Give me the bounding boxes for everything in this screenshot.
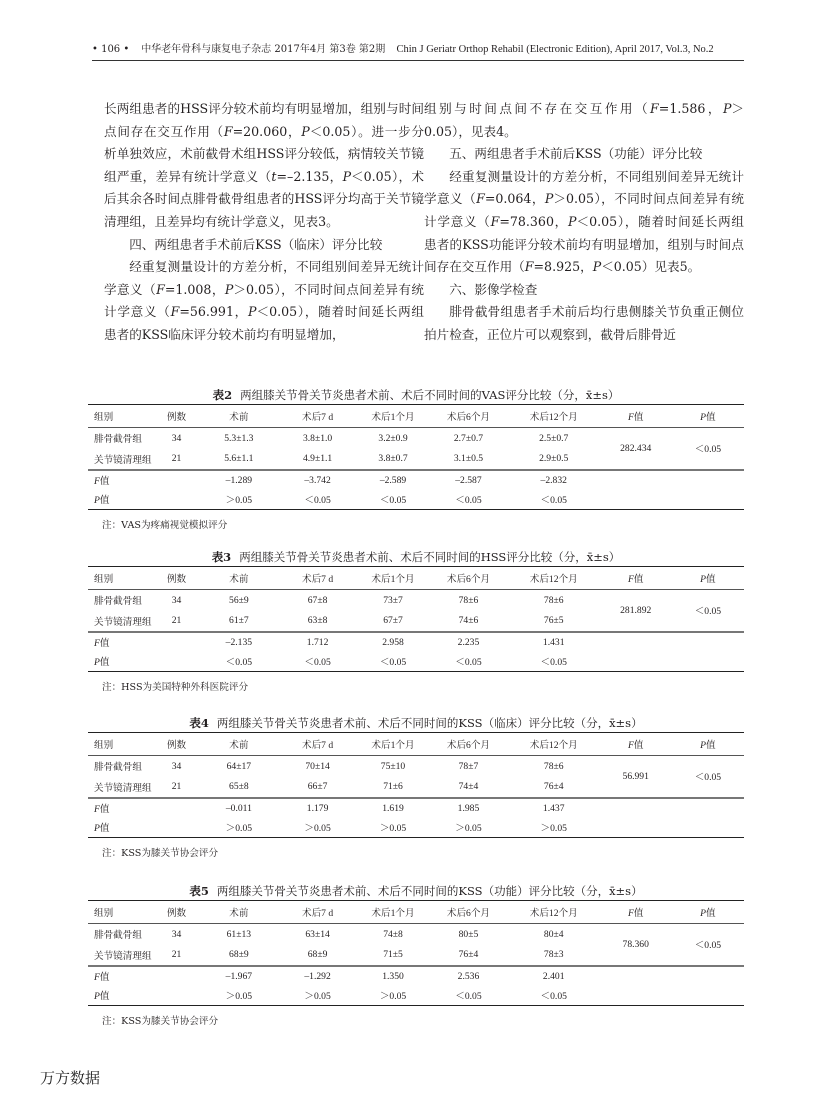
score-cell: 78±3 — [508, 945, 600, 966]
right-column — [424, 98, 744, 347]
score-cell: 2.5±0.7 — [539, 432, 569, 444]
stat-row — [88, 798, 744, 818]
text: =20.060， — [232, 123, 302, 139]
symbol: F — [627, 574, 634, 585]
empty-cell — [600, 798, 672, 818]
symbol: F — [627, 740, 634, 751]
table-label: 表2 — [212, 388, 233, 402]
empty-cell — [154, 798, 200, 818]
text: ＞0.05），不同时间点间差异有统计学意义（ — [104, 281, 424, 320]
symbol-p: P — [592, 259, 602, 275]
column-header: 组别 — [88, 405, 154, 428]
score-cell: 2.9±0.5 — [508, 449, 600, 470]
table-row — [88, 428, 744, 449]
text: =8.925， — [533, 259, 593, 275]
table-row — [88, 756, 744, 777]
symbol-p: P — [544, 191, 554, 207]
symbol: P — [94, 823, 100, 835]
symbol: F — [627, 412, 634, 423]
group-name: 腓骨截骨组 — [94, 596, 142, 608]
stat-cell: ＜0.05 — [278, 490, 357, 510]
stat-label: P值 — [88, 652, 154, 672]
score-cell: 76±4 — [508, 777, 600, 798]
header-row — [88, 901, 744, 924]
score-cell: 78±6 — [458, 594, 479, 606]
score-cell: 3.1±0.5 — [429, 449, 508, 470]
symbol-f: F — [170, 304, 180, 320]
symbol-p: P — [301, 123, 310, 139]
column-header: 术后1个月 — [357, 901, 429, 924]
score-cell: 2.7±0.7 — [453, 432, 484, 444]
column-header: 术前 — [200, 901, 279, 924]
empty-cell — [600, 986, 672, 1006]
stat-label: P值 — [88, 818, 154, 838]
score-cell: 63±8 — [278, 611, 357, 632]
score-cell: 71±6 — [357, 777, 429, 798]
stat-cell: ＞0.05 — [429, 818, 508, 838]
score-cell: 74±4 — [429, 777, 508, 798]
case-count: 34 — [171, 594, 182, 606]
empty-cell — [154, 966, 200, 986]
column-header: 例数 — [154, 733, 200, 756]
p-total: ＜0.05 — [672, 924, 744, 966]
stat-cell: –2.832 — [540, 474, 567, 486]
case-count: 21 — [154, 449, 200, 470]
column-header: 术后6个月 — [429, 901, 508, 924]
empty-cell — [672, 490, 744, 510]
stat-cell: ＜0.05 — [357, 490, 429, 510]
stat-label: F值 — [94, 804, 110, 815]
stat-cell: ＜0.05 — [429, 986, 508, 1006]
paragraph: 腓骨截骨组患者手术前后均行患侧膝关节负重正侧位拍片检查，正位片可以观察到，截骨后腓骨近 — [424, 304, 744, 342]
column-header: 术后6个月 — [429, 733, 508, 756]
stat-cell: –3.742 — [304, 474, 331, 486]
stat-row — [88, 652, 744, 672]
score-cell: 63±14 — [305, 928, 330, 940]
stat-label: P值 — [88, 986, 154, 1006]
stat-cell: –2.135 — [225, 636, 253, 648]
table-title: 两组膝关节骨关节炎患者术前、术后不同时间的KSS（功能）评分比较（分，x̄±s） — [216, 884, 643, 898]
group-name: 腓骨截骨组 — [94, 434, 142, 446]
symbol: F — [94, 804, 100, 815]
text: ＜0.05）。进一步分析单独效应，术前截骨术组HSS评分较低，病情较关节镜组严重，差异有统计学意义（ — [104, 123, 425, 184]
column-header: F值 — [600, 567, 672, 590]
table-note: 注：VAS为疼痛视觉模拟评分 — [102, 520, 228, 531]
stat-cell: 1.985 — [457, 802, 480, 814]
text: =56.991， — [179, 304, 249, 320]
stat-row — [88, 986, 744, 1006]
table-表3 — [88, 548, 744, 693]
score-cell: 3.2±0.9 — [378, 432, 408, 444]
case-count: 21 — [154, 945, 200, 966]
column-header: 术后7 d — [278, 567, 357, 590]
stat-cell: 1.179 — [306, 802, 329, 814]
symbol: P — [94, 991, 100, 1003]
section-heading-5: 五、两组患者手术前后KSS（功能）评分比较 — [449, 146, 703, 162]
text: ＞0.05），不同时间点间差异有统计学意义（ — [424, 191, 744, 229]
symbol-p: P — [722, 101, 732, 116]
stat-cell: ＜0.05 — [429, 652, 508, 672]
group-name: 关节镜清理组 — [88, 611, 154, 632]
score-cell: 78±6 — [543, 760, 564, 772]
group-name: 腓骨截骨组 — [94, 762, 142, 774]
score-cell: 5.3±1.3 — [224, 432, 254, 444]
empty-cell — [672, 652, 744, 672]
table-caption — [88, 882, 744, 900]
empty-cell — [600, 632, 672, 652]
symbol: F — [94, 972, 100, 983]
stat-cell: ＜0.05 — [357, 652, 429, 672]
case-count: 34 — [171, 928, 182, 940]
column-header: 术前 — [200, 733, 279, 756]
column-header: 术前 — [200, 567, 279, 590]
wanfang-watermark: 万方数据 — [40, 1069, 101, 1087]
table-表5 — [88, 882, 744, 1027]
stat-cell: ＜0.05 — [508, 986, 600, 1006]
text: ＜0.05），随着时间延长两组患者的KSS临床评分较术前均有明显增加， — [104, 304, 425, 342]
score-cell: 3.8±0.7 — [357, 449, 429, 470]
f-total: 56.991 — [600, 756, 672, 798]
symbol-f: F — [476, 191, 485, 207]
column-header: 术后7 d — [278, 405, 357, 428]
data-table — [88, 900, 744, 1006]
score-cell: 71±5 — [357, 945, 429, 966]
symbol-f: F — [223, 123, 233, 139]
journal-title-cn: 中华老年骨科与康复电子杂志 2017年4月 第3卷 第2期 — [141, 44, 386, 55]
column-header: P值 — [672, 901, 744, 924]
stat-row — [88, 818, 744, 838]
symbol-f: F — [490, 213, 500, 229]
score-cell: 73±7 — [383, 594, 403, 606]
stat-cell: –1.292 — [304, 970, 331, 982]
empty-cell — [672, 966, 744, 986]
stat-row — [88, 490, 744, 510]
empty-cell — [672, 818, 744, 838]
column-header: F值 — [600, 733, 672, 756]
column-header: F值 — [600, 901, 672, 924]
score-cell: 76±4 — [429, 945, 508, 966]
table-title: 两组膝关节骨关节炎患者术前、术后不同时间的HSS评分比较（分，x̄±s） — [239, 550, 621, 564]
stat-cell: ＞0.05 — [200, 818, 279, 838]
text: ＜0.05），术后其余各时间点腓骨截骨组患者的HSS评分均高于关节镜清理组，且差异均有统计学意义，见表3。 — [104, 168, 425, 229]
stat-cell: ＞0.05 — [357, 818, 429, 838]
stat-label: F值 — [94, 476, 110, 487]
header-row — [88, 405, 744, 428]
empty-cell — [154, 632, 200, 652]
column-header: 组别 — [88, 901, 154, 924]
empty-cell — [672, 632, 744, 652]
stat-cell: –1.289 — [225, 474, 253, 486]
column-header: 术后6个月 — [429, 567, 508, 590]
symbol-p: P — [568, 213, 577, 229]
empty-cell — [672, 986, 744, 1006]
column-header: 组别 — [88, 733, 154, 756]
paragraph — [424, 166, 744, 279]
column-header: 术后12个月 — [508, 567, 600, 590]
column-header: 术后7 d — [278, 901, 357, 924]
column-header: 术后12个月 — [508, 405, 600, 428]
empty-cell — [154, 818, 200, 838]
column-header: 术后1个月 — [357, 405, 429, 428]
text: 经重复测量设计的方差分析，不同组别间差异无统计学意义（ — [104, 259, 424, 297]
column-header: 例数 — [154, 901, 200, 924]
table-title: 两组膝关节骨关节炎患者术前、术后不同时间的VAS评分比较（分，x̄±s） — [240, 388, 620, 402]
table-caption — [88, 548, 744, 566]
section-heading-6: 六、影像学检查 — [449, 281, 538, 297]
table-title: 两组膝关节骨关节炎患者术前、术后不同时间的KSS（临床）评分比较（分，x̄±s） — [216, 716, 643, 730]
p-total: ＜0.05 — [672, 428, 744, 470]
stat-cell: –2.587 — [455, 474, 482, 486]
empty-cell — [154, 490, 200, 510]
stat-row — [88, 632, 744, 652]
group-name: 腓骨截骨组 — [94, 930, 142, 942]
text: ＜0.05），随着时间延长两组患者的KSS功能评分较术前均有明显增加，组别与时间点间存在交互作用（ — [424, 213, 745, 275]
column-header: 例数 — [154, 567, 200, 590]
stat-cell: –1.967 — [225, 970, 253, 982]
column-header: 例数 — [154, 405, 200, 428]
score-cell: 74±8 — [383, 928, 403, 940]
stat-cell: ＞0.05 — [278, 986, 357, 1006]
empty-cell — [154, 986, 200, 1006]
column-header: 术后6个月 — [429, 405, 508, 428]
stat-cell: ＞0.05 — [278, 818, 357, 838]
column-header: P值 — [672, 733, 744, 756]
paragraph — [424, 98, 744, 143]
text: =–2.135， — [276, 168, 343, 184]
table-caption — [88, 386, 744, 404]
score-cell: 56±9 — [229, 594, 249, 606]
column-header: P值 — [672, 405, 744, 428]
section-heading-4: 四、两组患者手术前后KSS（临床）评分比较 — [129, 236, 383, 252]
symbol-f: F — [156, 281, 165, 297]
symbol: F — [627, 908, 634, 919]
stat-cell: ＜0.05 — [508, 652, 600, 672]
symbol-t: t — [271, 168, 277, 184]
data-table — [88, 732, 744, 838]
stat-cell: –2.589 — [379, 474, 407, 486]
table-note: 注：KSS为膝关节协会评分 — [102, 848, 219, 859]
table-caption — [88, 714, 744, 732]
symbol-f: F — [650, 101, 659, 116]
score-cell: 4.9±1.1 — [278, 449, 357, 470]
empty-cell — [154, 652, 200, 672]
symbol: P — [700, 908, 707, 919]
stat-cell: ＜0.05 — [429, 490, 508, 510]
stat-cell: ＞0.05 — [357, 986, 429, 1006]
paragraph — [104, 98, 424, 234]
stat-cell: 2.958 — [382, 636, 404, 648]
column-header: 术后12个月 — [508, 901, 600, 924]
stat-label: F值 — [94, 638, 110, 649]
table-note: 注：KSS为膝关节协会评分 — [102, 1016, 219, 1027]
stat-cell: ＞0.05 — [200, 986, 279, 1006]
case-count: 34 — [171, 760, 182, 772]
paragraph — [104, 256, 424, 346]
stat-label: P值 — [88, 490, 154, 510]
running-header — [92, 40, 744, 61]
group-name: 关节镜清理组 — [88, 777, 154, 798]
symbol-p: P — [248, 304, 257, 320]
empty-cell — [600, 652, 672, 672]
data-table — [88, 566, 744, 672]
column-header: 术后7 d — [278, 733, 357, 756]
column-header: 组别 — [88, 567, 154, 590]
symbol: P — [700, 574, 707, 585]
score-cell: 64±17 — [226, 760, 252, 772]
empty-cell — [154, 470, 200, 490]
score-cell: 66±7 — [278, 777, 357, 798]
symbol: P — [94, 657, 100, 669]
text: =1.586， — [658, 101, 723, 116]
table-表2 — [88, 386, 744, 531]
page-number: • 106 • — [92, 44, 130, 55]
stat-row — [88, 966, 744, 986]
left-column — [104, 98, 424, 347]
column-header: 术后1个月 — [357, 733, 429, 756]
score-cell: 67±8 — [307, 594, 328, 606]
empty-cell — [600, 966, 672, 986]
p-total: ＜0.05 — [672, 590, 744, 632]
symbol-p: P — [224, 281, 234, 297]
text: 长两组患者的HSS评分较术前均有明显增加，组别与时间点间存在交互作用（ — [104, 101, 424, 139]
case-count: 21 — [154, 611, 200, 632]
symbol: P — [700, 740, 707, 751]
table-row — [88, 924, 744, 945]
group-name: 关节镜清理组 — [88, 945, 154, 966]
f-total: 281.892 — [600, 590, 672, 632]
stat-cell: 1.619 — [382, 802, 404, 814]
symbol-f: F — [524, 259, 534, 275]
score-cell: 78±6 — [543, 594, 564, 606]
symbol-p: P — [342, 168, 352, 184]
stat-cell: 1.712 — [306, 636, 329, 648]
table-row — [88, 590, 744, 611]
journal-title-en: Chin J Geriatr Orthop Rehabil (Electronic Edition), April 2017, Vol.3, No.2 — [396, 44, 714, 55]
empty-cell — [600, 818, 672, 838]
score-cell: 80±4 — [543, 928, 564, 940]
f-total: 78.360 — [600, 924, 672, 966]
symbol: F — [94, 638, 100, 649]
empty-cell — [600, 490, 672, 510]
text: =78.360， — [499, 213, 569, 229]
f-total: 282.434 — [600, 428, 672, 470]
score-cell: 68±9 — [200, 945, 279, 966]
table-label: 表3 — [211, 550, 232, 564]
score-cell: 70±14 — [305, 760, 330, 772]
stat-cell: ＜0.05 — [200, 652, 279, 672]
score-cell: 67±7 — [357, 611, 429, 632]
symbol: P — [94, 495, 100, 507]
score-cell: 80±5 — [458, 928, 479, 940]
column-header: F值 — [600, 405, 672, 428]
stat-cell: 2.235 — [457, 636, 480, 648]
table-label: 表4 — [189, 716, 209, 730]
score-cell: 61±13 — [226, 928, 252, 940]
empty-cell — [672, 798, 744, 818]
stat-cell: ＜0.05 — [508, 490, 600, 510]
empty-cell — [672, 470, 744, 490]
text: =0.064， — [484, 191, 545, 207]
score-cell: 68±9 — [278, 945, 357, 966]
table-label: 表5 — [189, 884, 209, 898]
symbol: F — [94, 476, 100, 487]
table-note: 注：HSS为美国特种外科医院评分 — [102, 682, 249, 693]
column-header: 术后12个月 — [508, 733, 600, 756]
column-header: 术后1个月 — [357, 567, 429, 590]
stat-cell: ＜0.05 — [278, 652, 357, 672]
case-count: 21 — [154, 777, 200, 798]
score-cell: 61±7 — [200, 611, 279, 632]
stat-cell: 1.431 — [542, 636, 565, 648]
group-name: 关节镜清理组 — [88, 449, 154, 470]
stat-row — [88, 470, 744, 490]
score-cell: 3.8±1.0 — [302, 432, 333, 444]
score-cell: 75±10 — [380, 760, 406, 772]
stat-cell: 2.536 — [457, 970, 480, 982]
text: =1.008， — [164, 281, 225, 297]
table-表4 — [88, 714, 744, 859]
stat-label: F值 — [94, 972, 110, 983]
data-table — [88, 404, 744, 510]
empty-cell — [600, 470, 672, 490]
text: 经重复测量设计的方差分析，不同组别间差异无统计学意义（ — [424, 168, 744, 207]
column-header: P值 — [672, 567, 744, 590]
stat-cell: ＞0.05 — [508, 818, 600, 838]
score-cell: 76±5 — [508, 611, 600, 632]
column-header: 术前 — [200, 405, 279, 428]
stat-cell: 1.350 — [382, 970, 404, 982]
text: 组别与时间点间不存在交互作用（ — [424, 101, 651, 116]
symbol: P — [700, 412, 707, 423]
score-cell: 65±8 — [200, 777, 279, 798]
score-cell: 5.6±1.1 — [200, 449, 279, 470]
stat-cell: 1.437 — [542, 802, 565, 814]
stat-cell: –0.011 — [225, 802, 252, 814]
stat-cell: ＞0.05 — [200, 490, 279, 510]
score-cell: 74±6 — [429, 611, 508, 632]
header-row — [88, 567, 744, 590]
p-total: ＜0.05 — [672, 756, 744, 798]
text: ＞0.05），见表4。 — [424, 101, 745, 139]
header-row — [88, 733, 744, 756]
stat-cell: 2.401 — [542, 970, 565, 982]
text: ＜0.05）见表5。 — [601, 259, 701, 275]
score-cell: 78±7 — [458, 760, 479, 772]
case-count: 34 — [171, 432, 182, 444]
